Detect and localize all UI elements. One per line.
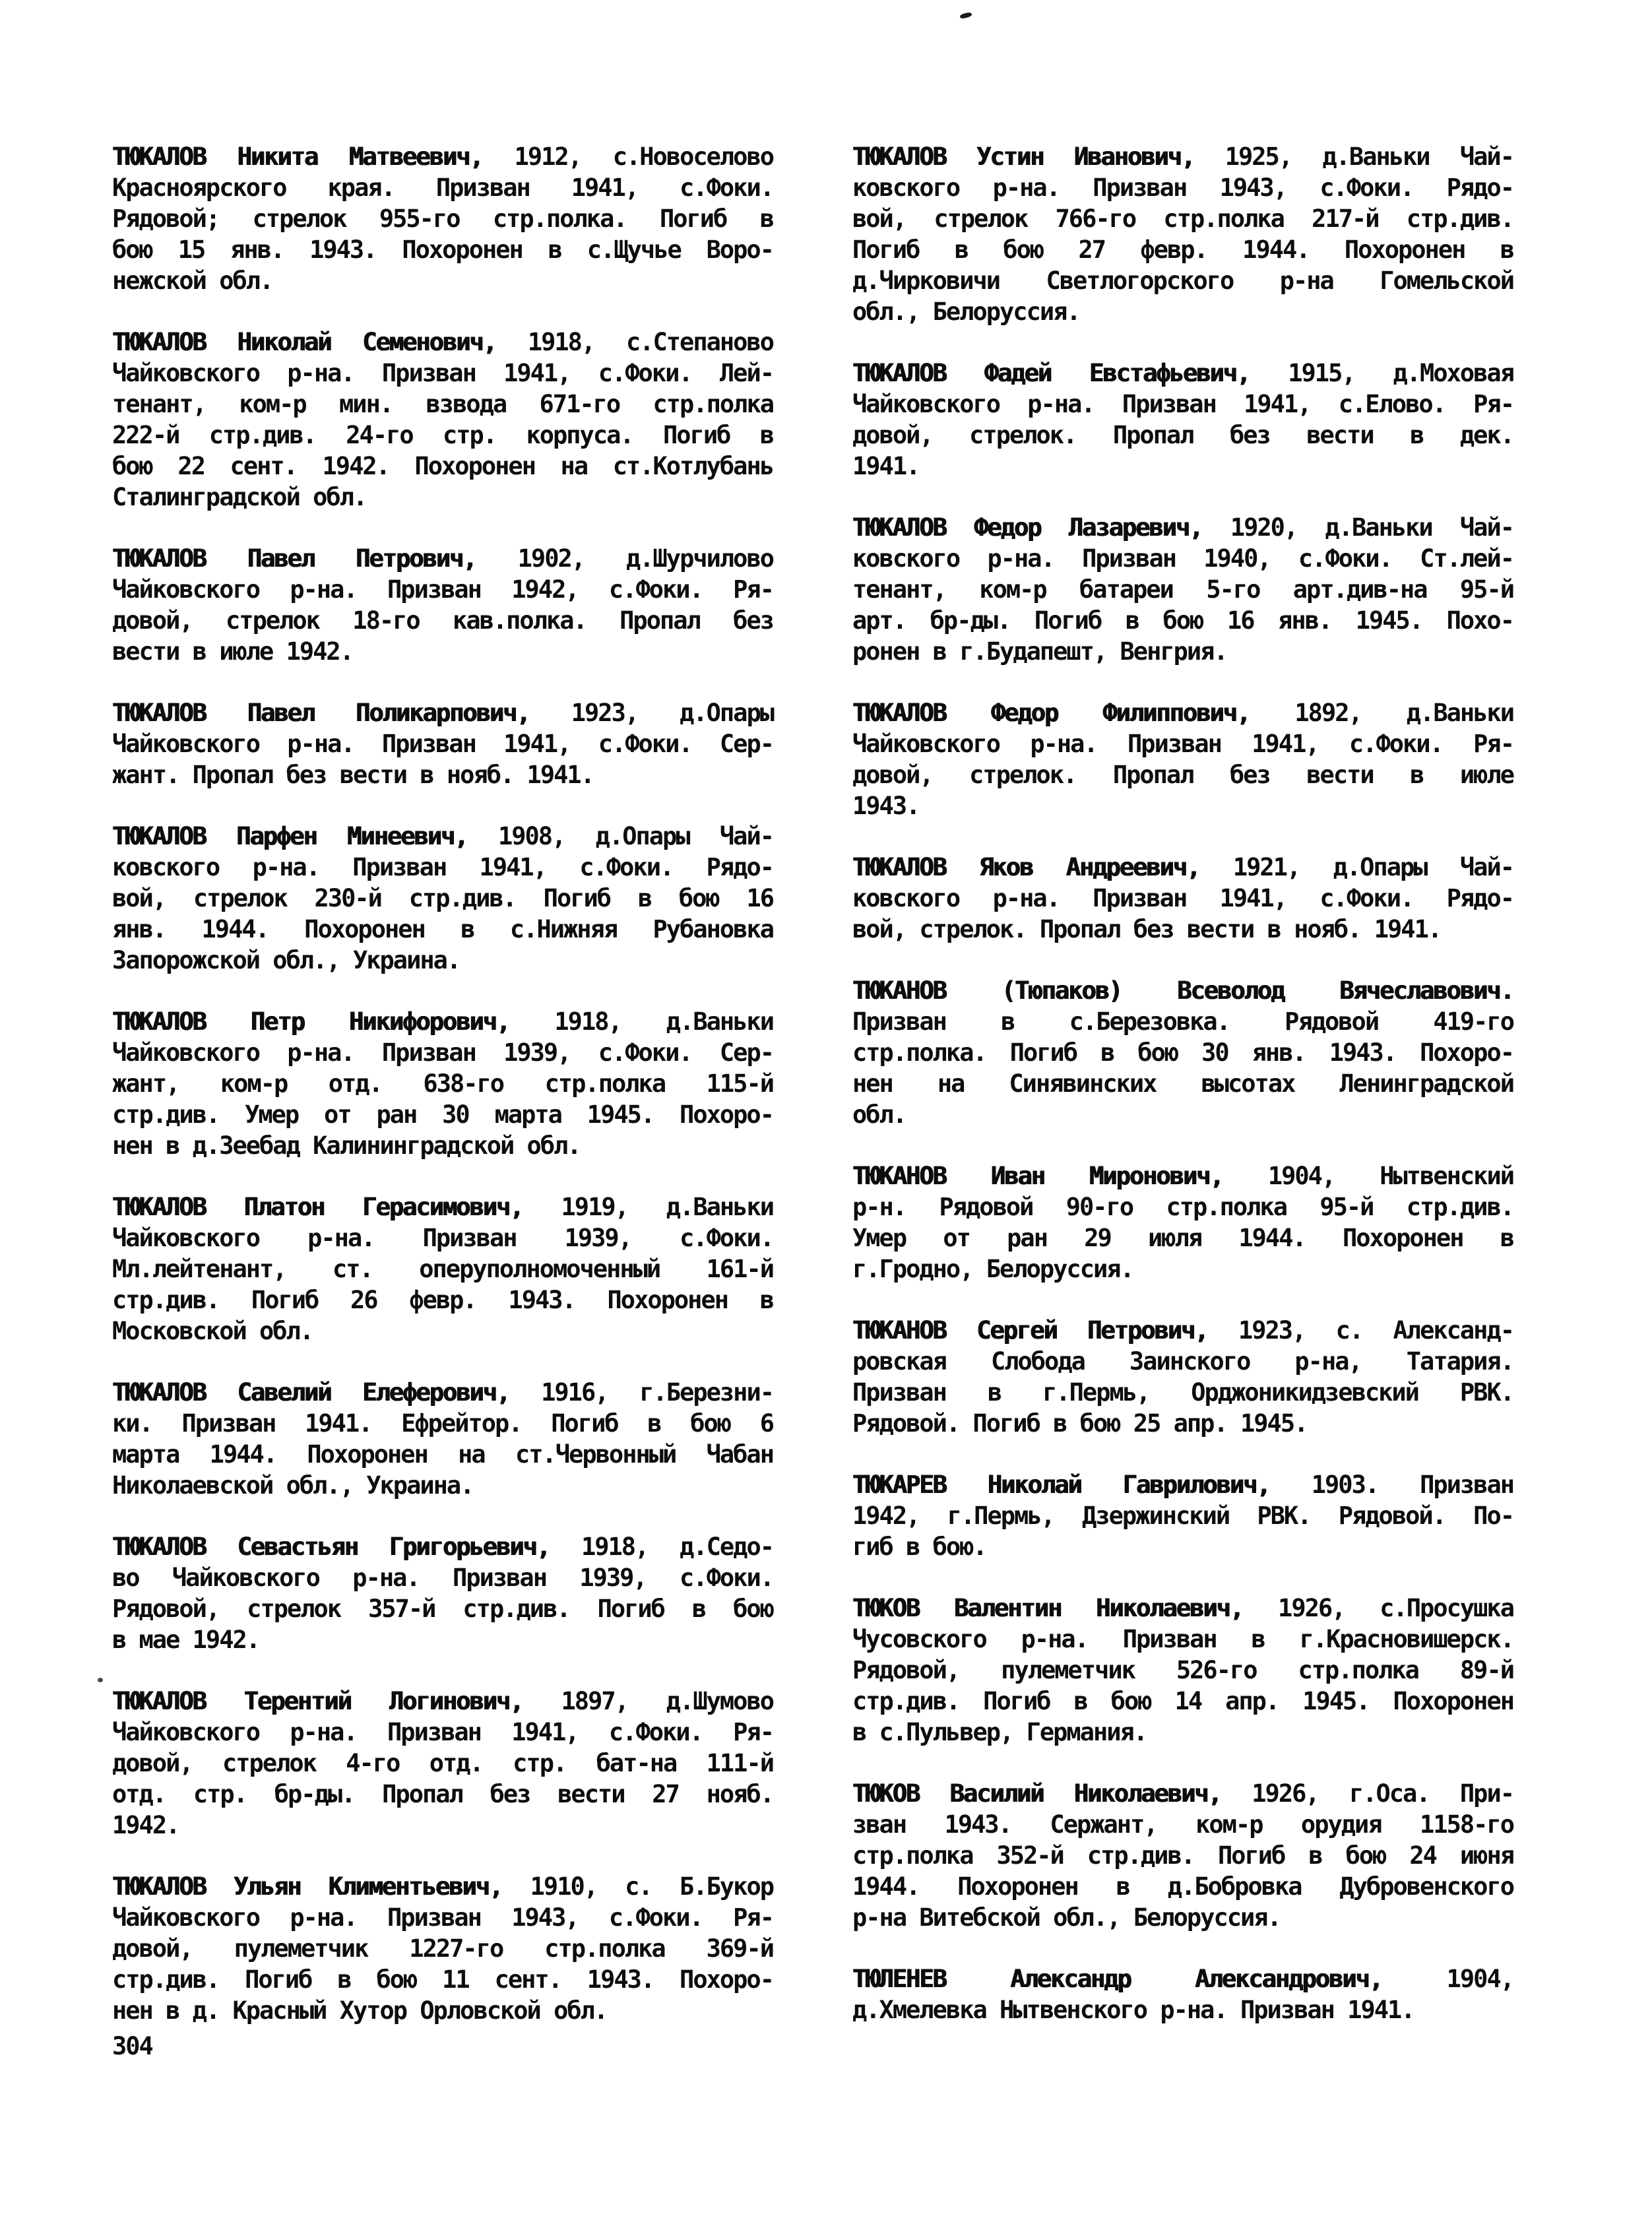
entry-name: ТЮКАЛОВ Устин Иванович,: [852, 143, 1195, 171]
entry-line: [112, 1686, 773, 1717]
scan-artifact: [959, 12, 972, 19]
entry-line: [112, 1871, 773, 1902]
entry-line: ки. Призван 1941. Ефрейтор. Погиб в бою 6: [112, 1409, 773, 1438]
entry-line: стр.див. Погиб 26 февр. 1943. Похоронен в: [112, 1286, 773, 1314]
entry-name: ТЮКАЛОВ Фадей Евстафьевич,: [852, 359, 1250, 387]
entry-line: нежской обл.: [112, 267, 273, 295]
entry-line: Чайковского р-на. Призван 1939, с.Фоки. Сер-: [112, 1038, 773, 1067]
memorial-entry: [112, 1871, 773, 2026]
memorial-entry: [112, 327, 773, 513]
entry-name: ТЮКАЛОВ Федор Филиппович,: [852, 699, 1250, 727]
entry-line: Чайковского р-на. Призван 1942, с.Фоки. Ря-: [112, 575, 773, 604]
entry-first-line-rest: 1923, д.Опары: [571, 699, 774, 727]
entry-line: Призван в с.Березовка. Рядовой 419-го: [852, 1007, 1513, 1036]
entry-line: стр.полка 352-й стр.див. Погиб в бою 24 июня: [852, 1841, 1513, 1870]
memorial-entry: [852, 852, 1513, 945]
entry-line: Рядовой, пулеметчик 526-го стр.полка 89-й: [852, 1656, 1513, 1684]
entry-line: вой, стрелок. Пропал без вести в нояб. 1941.: [852, 915, 1442, 943]
entry-first-line-rest: 1926, г.Оса. При-: [1252, 1779, 1513, 1808]
memorial-entry: [112, 697, 773, 790]
entry-first-line-rest: 1918, д.Седо-: [581, 1533, 774, 1561]
memorial-entry: [112, 543, 773, 667]
memorial-entry: [852, 975, 1513, 1130]
entry-line: Чайковского р-на. Призван 1939, с.Фоки.: [112, 1224, 773, 1252]
entry-first-line-rest: 1921, д.Опары Чай-: [1232, 853, 1513, 881]
entry-line: бою 15 янв. 1943. Похоронен в с.Щучье Воро-: [112, 236, 773, 264]
entry-line: р-н. Рядовой 90-го стр.полка 95-й стр.див.: [852, 1193, 1513, 1221]
entry-name: ТЮКАЛОВ Савелий Елеферович,: [112, 1378, 510, 1407]
memorial-entry: [852, 1160, 1513, 1285]
entry-first-line-rest: 1903. Призван: [1311, 1471, 1514, 1499]
entry-line: Николаевской обл., Украина.: [112, 1471, 474, 1500]
entry-line: Рядовой. Погиб в бою 25 апр. 1945.: [852, 1409, 1308, 1438]
entry-line: 1944. Похоронен в д.Бобровка Дубровенского: [852, 1872, 1513, 1901]
entry-first-line-rest: 1897, д.Шумово: [561, 1687, 773, 1715]
entry-line: довой, стрелок 4-го отд. стр. бат-на 111-й: [112, 1749, 773, 1777]
entry-name: ТЮКАЛОВ Федор Лазаревич,: [852, 513, 1203, 542]
entry-line: довой, пулеметчик 1227-го стр.полка 369-й: [112, 1934, 773, 1963]
entry-line: жант. Пропал без вести в нояб. 1941.: [112, 761, 594, 789]
entry-line: 222-й стр.див. 24-го стр. корпуса. Погиб в: [112, 421, 773, 449]
entry-first-line-rest: 1902, д.Шурчилово: [517, 544, 773, 573]
entry-line: ковского р-на. Призван 1941, с.Фоки. Рядо-: [112, 853, 773, 881]
entry-line: [852, 1593, 1513, 1624]
entry-name: ТЮКАЛОВ Платон Герасимович,: [112, 1193, 523, 1221]
memorial-entry: [112, 1006, 773, 1161]
entry-line: [852, 975, 1513, 1006]
memorial-entry: [112, 141, 773, 296]
entry-line: Рядовой; стрелок 955-го стр.полка. Погиб в: [112, 205, 773, 233]
entry-line: [112, 1191, 773, 1222]
memorial-entry: [852, 1315, 1513, 1439]
entry-name: ТЮКАЛОВ Павел Петрович,: [112, 544, 476, 573]
entry-line: тенант, ком-р батареи 5-го арт.див-на 95-й: [852, 575, 1513, 604]
entry-first-line-rest: 1923, с. Александ-: [1238, 1316, 1514, 1345]
entry-line: нен на Синявинских высотах Ленинградской: [852, 1069, 1513, 1098]
memorial-entry: [852, 1469, 1513, 1562]
entry-line: марта 1944. Похоронен на ст.Червонный Чабан: [112, 1440, 773, 1469]
entry-name: ТЮКАЛОВ Павел Поликарпович,: [112, 699, 530, 727]
entry-line: [852, 852, 1513, 883]
entry-line: жант, ком-р отд. 638-го стр.полка 115-й: [112, 1069, 773, 1098]
entry-first-line-rest: 1908, д.Опары Чай-: [497, 822, 774, 850]
entry-first-line-rest: 1904, Нытвенский: [1267, 1162, 1513, 1190]
entry-line: арт. бр-ды. Погиб в бою 16 янв. 1945. Похо-: [852, 606, 1513, 635]
entry-line: ровская Слобода Заинского р-на, Татария.: [852, 1347, 1513, 1376]
entry-first-line-rest: 1916, г.Березни-: [541, 1378, 773, 1407]
entry-line: [112, 821, 773, 852]
entry-line: обл., Белоруссия.: [852, 298, 1080, 326]
entry-line: [112, 1006, 773, 1037]
entry-line: Чайковского р-на. Призван 1943, с.Фоки. Ря-: [112, 1903, 773, 1932]
entry-line: ковского р-на. Призван 1943, с.Фоки. Рядо-: [852, 174, 1513, 202]
entry-line: [852, 1778, 1513, 1809]
entry-line: [852, 512, 1513, 543]
memorial-entry: [112, 1686, 773, 1841]
entry-line: Красноярского края. Призван 1941, с.Фоки.: [112, 174, 773, 202]
right-column: [852, 141, 1513, 2056]
entry-line: во Чайковского р-на. Призван 1939, с.Фоки.: [112, 1564, 773, 1592]
entry-line: бою 22 сент. 1942. Похоронен на ст.Котлубань: [112, 452, 773, 480]
entry-line: гиб в бою.: [852, 1533, 986, 1561]
entry-line: ковского р-на. Призван 1940, с.Фоки. Ст.лей-: [852, 544, 1513, 573]
entry-first-line-rest: 1910, с. Б.Букор: [530, 1872, 773, 1901]
entry-name: ТЮКАЛОВ Севастьян Григорьевич,: [112, 1533, 550, 1561]
entry-line: янв. 1944. Похоронен в с.Нижняя Рубановка: [112, 915, 773, 943]
entry-line: ронен в г.Будапешт, Венгрия.: [852, 637, 1227, 666]
entry-line: стр.полка. Погиб в бою 30 янв. 1943. Похоро-: [852, 1038, 1513, 1067]
entry-line: Чусовского р-на. Призван в г.Красновишерск.: [852, 1625, 1513, 1653]
entry-line: [112, 327, 773, 358]
entry-line: Погиб в бою 27 февр. 1944. Похоронен в: [852, 236, 1513, 264]
entry-line: [112, 697, 773, 728]
entry-line: г.Гродно, Белоруссия.: [852, 1255, 1133, 1283]
entry-line: [852, 141, 1513, 172]
entry-name: ТЮКАНОВ Сергей Петрович,: [852, 1316, 1208, 1345]
entry-line: [852, 1160, 1513, 1191]
memorial-entry: [852, 697, 1513, 821]
entry-line: довой, стрелок. Пропал без вести в дек.: [852, 421, 1513, 449]
memorial-entry: [852, 141, 1513, 327]
entry-line: ковского р-на. Призван 1941, с.Фоки. Рядо-: [852, 884, 1513, 912]
memorial-entry: [852, 1593, 1513, 1748]
entry-name: ТЮЛЕНЕВ Александр Александрович,: [852, 1965, 1383, 1993]
entry-line: [112, 141, 773, 172]
entry-line: довой, стрелок. Пропал без вести в июле: [852, 761, 1513, 789]
entry-line: Умер от ран 29 июля 1944. Похоронен в: [852, 1224, 1513, 1252]
entry-line: стр.див. Умер от ран 30 марта 1945. Похоро-: [112, 1100, 773, 1129]
memorial-entry: [852, 1778, 1513, 1933]
entry-line: стр.див. Погиб в бою 11 сент. 1943. Похоро-: [112, 1965, 773, 1994]
entry-first-line-rest: 1892, д.Ваньки: [1294, 699, 1513, 727]
entry-line: 1942, г.Пермь, Дзержинский РВК. Рядовой. По-: [852, 1502, 1513, 1530]
entry-line: д.Хмелевка Нытвенского р-на. Призван 1941.: [852, 1996, 1414, 2024]
entry-line: нен в д.Зеебад Калининградской обл.: [112, 1131, 581, 1160]
entry-name: ТЮКАЛОВ Николай Семенович,: [112, 328, 497, 356]
entry-name: ТЮКАЛОВ Яков Андреевич,: [852, 853, 1200, 881]
entry-line: вести в июле 1942.: [112, 637, 353, 666]
entry-line: [852, 1315, 1513, 1346]
entry-line: в мае 1942.: [112, 1626, 260, 1654]
entry-name: ТЮКОВ Валентин Николаевич,: [852, 1594, 1244, 1622]
entry-line: [852, 1469, 1513, 1500]
entry-line: отд. стр. бр-ды. Пропал без вести 27 нояб.: [112, 1780, 773, 1808]
entry-name: ТЮКАЛОВ Терентий Логинович,: [112, 1687, 523, 1715]
memorial-entry: [112, 1191, 773, 1347]
entry-line: тенант, ком-р мин. взвода 671-го стр.полка: [112, 390, 773, 418]
entry-line: Запорожской обл., Украина.: [112, 946, 461, 974]
entry-line: Чайковского р-на. Призван 1941, с.Фоки. Сер-: [112, 730, 773, 758]
memorial-entry: [852, 1963, 1513, 2025]
entry-line: зван 1943. Сержант, ком-р орудия 1158-го: [852, 1810, 1513, 1839]
entry-line: Чайковского р-на. Призван 1941, с.Фоки. Лей-: [112, 359, 773, 387]
entry-line: вой, стрелок 230-й стр.див. Погиб в бою 16: [112, 884, 773, 912]
entry-line: [852, 1963, 1513, 1994]
entry-line: Московской обл.: [112, 1317, 313, 1345]
entry-line: вой, стрелок 766-го стр.полка 217-й стр.див.: [852, 205, 1513, 233]
entry-line: [112, 543, 773, 574]
entry-line: Чайковского р-на. Призван 1941, с.Фоки. Ря-: [852, 730, 1513, 758]
entry-line: 1941.: [852, 452, 920, 480]
entry-line: Чайковского р-на. Призван 1941, с.Фоки. Ря-: [112, 1718, 773, 1746]
entry-first-line-rest: 1904,: [1446, 1965, 1514, 1993]
entry-first-line-rest: 1912, с.Новоселово: [514, 143, 774, 171]
entry-line: [112, 1377, 773, 1408]
entry-first-line-rest: 1919, д.Ваньки: [561, 1193, 773, 1221]
entry-name: ТЮКАЛОВ Парфен Минеевич,: [112, 822, 468, 850]
entry-name: ТЮКАНОВ Иван Миронович,: [852, 1162, 1223, 1190]
entry-line: [112, 1531, 773, 1562]
entry-line: Мл.лейтенант, ст. оперуполномоченный 161-й: [112, 1255, 773, 1283]
entry-line: д.Чирковичи Светлогорского р-на Гомельской: [852, 267, 1513, 295]
memorial-entry: [112, 1377, 773, 1501]
entry-name: ТЮКАРЕВ Николай Гаврилович,: [852, 1471, 1270, 1499]
entry-line: Призван в г.Пермь, Орджоникидзевский РВК.: [852, 1378, 1513, 1407]
entry-first-line-rest: 1920, д.Ваньки Чай-: [1230, 513, 1513, 542]
entry-line: Сталинградской обл.: [112, 483, 367, 511]
entry-first-line-rest: 1915, д.Моховая: [1288, 359, 1513, 387]
entry-line: Чайковского р-на. Призван 1941, с.Елово. Ря-: [852, 390, 1513, 418]
entry-first-line-rest: 1926, с.Просушка: [1278, 1594, 1513, 1622]
entry-name: ТЮКАЛОВ Ульян Климентьевич,: [112, 1872, 503, 1901]
entry-first-line-rest: 1918, д.Ваньки: [554, 1007, 773, 1036]
left-column: [112, 141, 773, 2056]
entry-line: 1943.: [852, 792, 920, 820]
entry-line: обл.: [852, 1100, 906, 1129]
entry-line: р-на Витебской обл., Белоруссия.: [852, 1903, 1281, 1932]
entry-first-line-rest: 1918, с.Степаново: [527, 328, 773, 356]
entry-line: довой, стрелок 18-го кав.полка. Пропал без: [112, 606, 773, 635]
entry-name: ТЮКАЛОВ Никита Матвеевич,: [112, 143, 483, 171]
memorial-entry: [112, 821, 773, 976]
entry-name: ТЮКАНОВ (Тюпаков) Всеволод Вячеславович.: [852, 976, 1513, 1005]
entry-name: ТЮКАЛОВ Петр Никифорович,: [112, 1007, 510, 1036]
page-number: 304: [112, 2032, 152, 2060]
memorial-entry: [112, 1531, 773, 1655]
memorial-entry: [852, 512, 1513, 667]
memorial-entry: [852, 358, 1513, 482]
entry-line: [852, 697, 1513, 728]
entry-line: стр.див. Погиб в бою 14 апр. 1945. Похоронен: [852, 1687, 1513, 1715]
entry-line: 1942.: [112, 1811, 179, 1839]
entry-line: Рядовой, стрелок 357-й стр.див. Погиб в бою: [112, 1595, 773, 1623]
entry-line: в с.Пульвер, Германия.: [852, 1718, 1147, 1746]
entry-line: нен в д. Красный Хутор Орловской обл.: [112, 1996, 608, 2025]
scan-artifact: [98, 1678, 103, 1682]
entry-name: ТЮКОВ Василий Николаевич,: [852, 1779, 1221, 1808]
entry-line: [852, 358, 1513, 389]
entry-first-line-rest: 1925, д.Ваньки Чай-: [1224, 143, 1513, 171]
